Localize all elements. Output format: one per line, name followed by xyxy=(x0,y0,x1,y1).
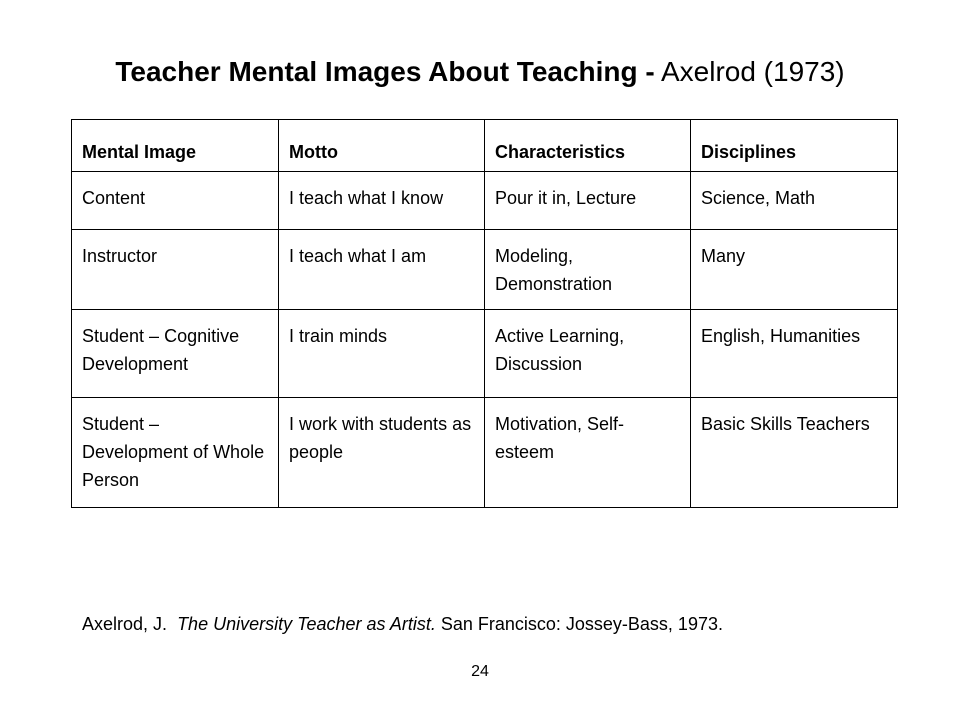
cell-disciplines: Science, Math xyxy=(691,172,898,230)
table-row xyxy=(72,398,898,508)
slide-title-source: Axelrod (1973) xyxy=(660,56,845,87)
cell-disciplines: Basic Skills Teachers xyxy=(691,398,898,508)
header-disciplines: Disciplines xyxy=(691,120,898,172)
cell-mental-image: Content xyxy=(72,172,279,230)
citation-book-title: The University Teacher as Artist. xyxy=(177,614,436,634)
cell-motto: I teach what I know xyxy=(279,172,485,230)
cell-characteristics: Modeling, Demonstration xyxy=(485,230,691,310)
header-motto: Motto xyxy=(279,120,485,172)
slide-title xyxy=(0,52,960,92)
cell-characteristics: Motivation, Self-esteem xyxy=(485,398,691,508)
slide-title-main: Teacher Mental Images About Teaching - xyxy=(115,56,655,87)
cell-mental-image: Instructor xyxy=(72,230,279,310)
header-mental-image: Mental Image xyxy=(72,120,279,172)
table-row xyxy=(72,230,898,310)
mental-images-table xyxy=(71,119,898,508)
cell-mental-image: Student – Cognitive Development xyxy=(72,310,279,398)
cell-disciplines: English, Humanities xyxy=(691,310,898,398)
table-row xyxy=(72,310,898,398)
cell-motto: I train minds xyxy=(279,310,485,398)
cell-motto: I teach what I am xyxy=(279,230,485,310)
header-characteristics: Characteristics xyxy=(485,120,691,172)
cell-characteristics: Active Learning, Discussion xyxy=(485,310,691,398)
cell-mental-image: Student – Development of Whole Person xyxy=(72,398,279,508)
table-header-row xyxy=(72,120,898,172)
table-row xyxy=(72,172,898,230)
citation-publisher: San Francisco: Jossey-Bass, 1973. xyxy=(440,614,723,634)
cell-motto: I work with students as people xyxy=(279,398,485,508)
cell-characteristics: Pour it in, Lecture xyxy=(485,172,691,230)
cell-disciplines: Many xyxy=(691,230,898,310)
page-number: 24 xyxy=(471,663,489,680)
citation xyxy=(82,612,723,636)
citation-author: Axelrod, J. xyxy=(82,614,168,634)
